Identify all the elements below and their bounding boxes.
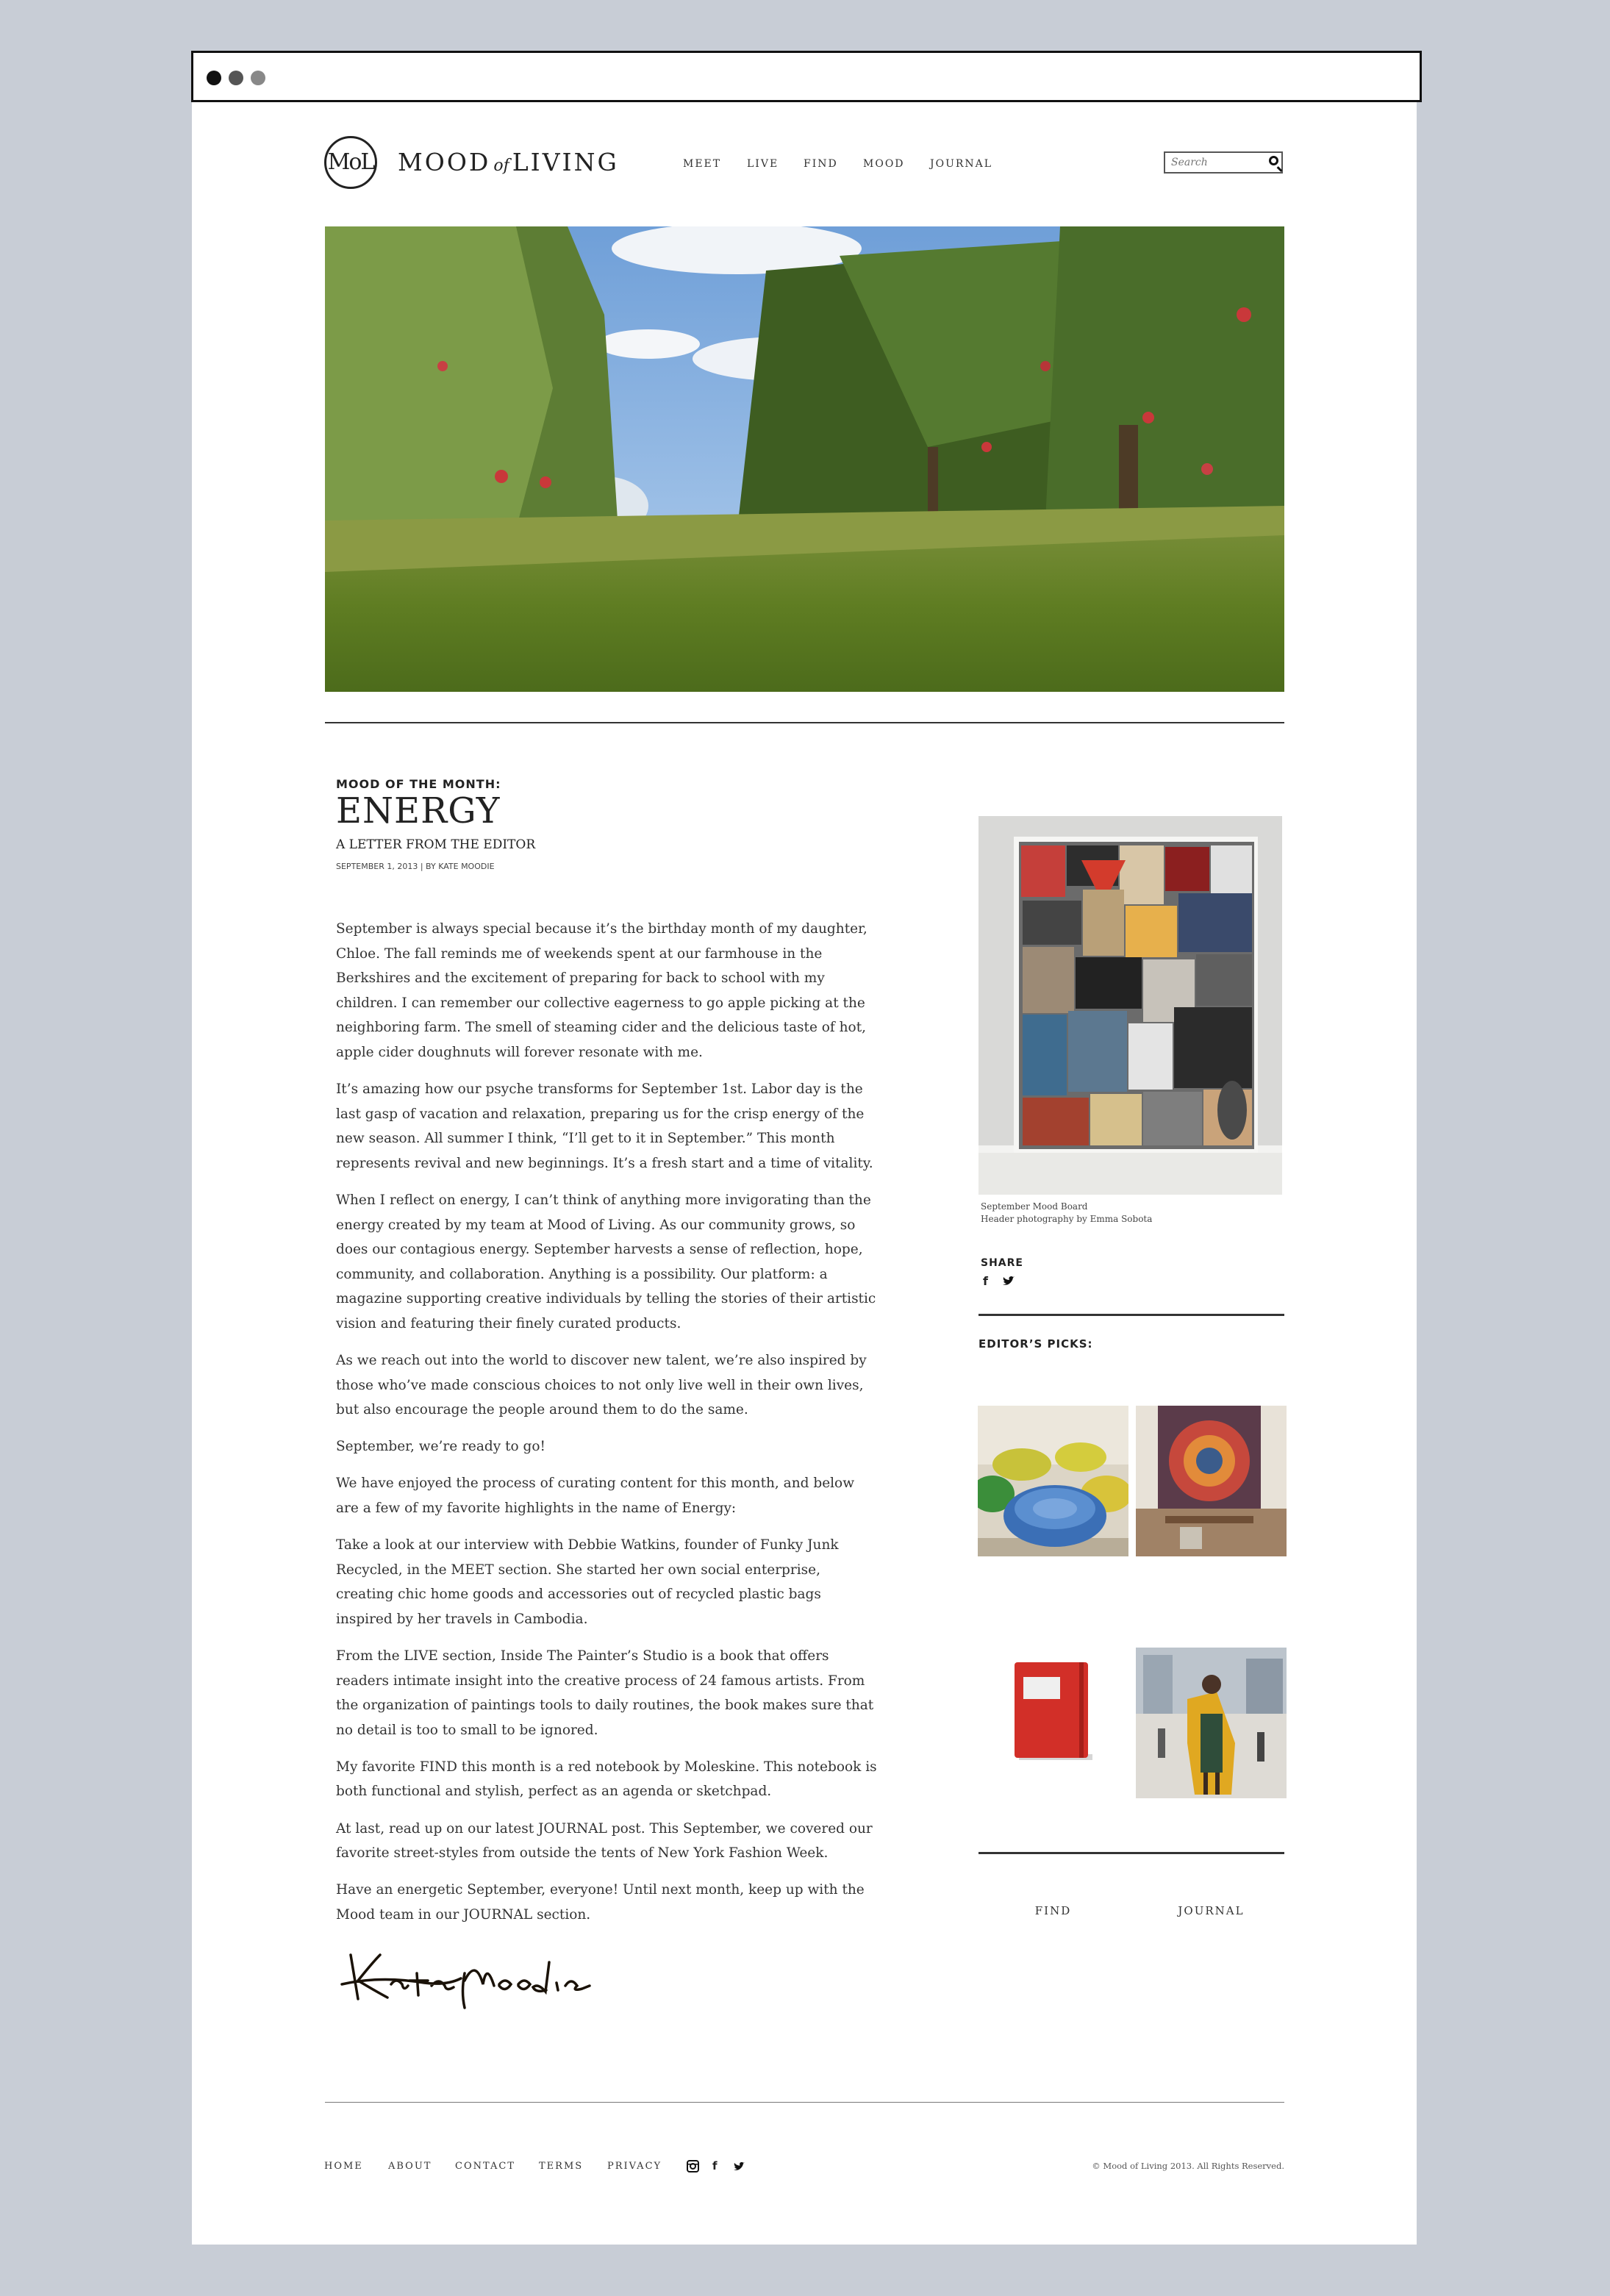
logo-monogram[interactable]: MoL	[324, 136, 377, 189]
pick-image-meet[interactable]	[978, 1406, 1128, 1556]
nav-meet[interactable]: MEET	[683, 158, 722, 170]
footer-link-terms[interactable]: TERMS	[539, 2161, 584, 2172]
footer-divider	[325, 2102, 1284, 2103]
editors-picks-label: EDITOR’S PICKS:	[978, 1337, 1093, 1351]
footer-link-home[interactable]: HOME	[324, 2161, 363, 2172]
search-box[interactable]	[1164, 151, 1283, 174]
hero-image-orchard	[325, 226, 1284, 692]
web-page	[192, 102, 1417, 2245]
footer-facebook-icon[interactable]: f	[712, 2159, 718, 2172]
logo-word-of: of	[493, 157, 509, 175]
browser-title-bar	[191, 51, 1422, 102]
picks-divider	[978, 1852, 1284, 1854]
nav-find[interactable]: FIND	[804, 158, 838, 170]
copyright-text: © Mood of Living 2013. All Rights Reserved.	[1092, 2161, 1284, 2171]
footer-twitter-icon[interactable]	[733, 2161, 745, 2175]
footer-link-contact[interactable]: CONTACT	[455, 2161, 515, 2172]
article-paragraph: My favorite FIND this month is a red notebook by Moleskine. This notebook is both functional and stylish, perfect as an agenda or sketchpad.	[336, 1759, 877, 1800]
article-subtitle: A LETTER FROM THE EDITOR	[336, 837, 536, 852]
facebook-icon[interactable]: f	[983, 1274, 988, 1288]
article-byline: SEPTEMBER 1, 2013 | BY KATE MOODIE	[336, 862, 495, 871]
logo-word-mood: MOOD	[398, 148, 491, 176]
pick-image-live[interactable]	[1136, 1406, 1287, 1556]
article-kicker: MOOD OF THE MONTH:	[336, 777, 501, 791]
signature-kate-moodie	[336, 1940, 601, 2013]
share-label: SHARE	[981, 1257, 1023, 1269]
instagram-icon[interactable]	[687, 2160, 699, 2175]
hero-divider	[325, 722, 1284, 723]
window-maximize-dot[interactable]	[251, 71, 265, 85]
logo-wordmark[interactable]	[398, 148, 619, 176]
article-paragraph: From the LIVE section, Inside The Painter’s Studio is a book that offers readers intimate insight into the creative process of 24 famous artists. From the organization of paintings tools to daily routines, the book makes sure that no detail is too to small to be ignored.	[336, 1648, 874, 1738]
footer-link-privacy[interactable]: PRIVACY	[607, 2161, 662, 2172]
footer-link-about[interactable]: ABOUT	[388, 2161, 432, 2172]
logo-word-living: LIVING	[512, 148, 619, 176]
caption-line-2: Header photography by Emma Sobota	[981, 1214, 1153, 1224]
article-paragraph: As we reach out into the world to discover new talent, we’re also inspired by those who’ve made conscious choices to not only live well in their own lives, but also encourage the people around them to do the same.	[336, 1353, 867, 1418]
mood-board-image	[978, 816, 1282, 1195]
caption-line-1: September Mood Board	[981, 1201, 1088, 1212]
article-paragraph: Take a look at our interview with Debbie Watkins, founder of Funky Junk Recycled, in the MEET section. She started her own social enterprise, creating chic home goods and accessories out of recycled plastic bags inspired by her travels in Cambodia.	[336, 1537, 839, 1627]
article-paragraph: Have an energetic September, everyone! Until next month, keep up with the Mood team in our JOURNAL section.	[336, 1882, 865, 1923]
pick-label-journal[interactable]: JOURNAL	[1178, 1904, 1245, 1917]
article-paragraph: At last, read up on our latest JOURNAL post. This September, we covered our favorite street-styles from outside the tents of New York Fashion Week.	[336, 1820, 873, 1862]
twitter-icon[interactable]	[1002, 1276, 1015, 1290]
article-paragraph: We have enjoyed the process of curating content for this month, and below are a few of my favorite highlights in the name of Energy:	[336, 1476, 855, 1516]
window-close-dot[interactable]	[207, 71, 221, 85]
article-paragraph: September, we’re ready to go!	[336, 1439, 545, 1455]
mood-board-caption	[981, 1201, 1152, 1226]
pick-image-find[interactable]	[978, 1648, 1128, 1798]
article-paragraph: It’s amazing how our psyche transforms for September 1st. Labor day is the last gasp of vacation and relaxation, preparing us for the crisp energy of the new season. All summer I think, “I’ll get to it in September.” This month represents revival and new beginnings. It’s a fresh start and a time of vitality.	[336, 1081, 873, 1171]
article-body	[336, 917, 880, 1939]
search-icon[interactable]	[1269, 156, 1278, 165]
article-title: ENERGY	[336, 790, 501, 832]
share-divider	[978, 1314, 1284, 1316]
pick-label-find[interactable]: FIND	[1034, 1904, 1072, 1917]
search-input[interactable]	[1171, 154, 1263, 171]
window-minimize-dot[interactable]	[229, 71, 243, 85]
nav-journal[interactable]: JOURNAL	[930, 158, 993, 170]
nav-live[interactable]: LIVE	[747, 158, 779, 170]
nav-mood[interactable]: MOOD	[863, 158, 905, 170]
article-paragraph: September is always special because it’s the birthday month of my daughter, Chloe. The fall reminds me of weekends spent at our farmhouse in the Berkshires and the excitement of preparing for back to school with my children. I can remember our collective eagerness to go apple picking at the neighboring farm. The smell of steaming cider and the delicious taste of hot, apple cider doughnuts will forever resonate with me.	[336, 921, 867, 1060]
article-paragraph: When I reflect on energy, I can’t think of anything more invigorating than the energy created by my team at Mood of Living. As our community grows, so does our contagious energy. September harvests a sense of reflection, hope, community, and collaboration. Anything is a possibility. Our platform: a magazine supporting creative individuals by telling the stories of their artistic vision and featuring their finely curated products.	[336, 1192, 876, 1331]
pick-image-journal[interactable]	[1136, 1648, 1287, 1798]
